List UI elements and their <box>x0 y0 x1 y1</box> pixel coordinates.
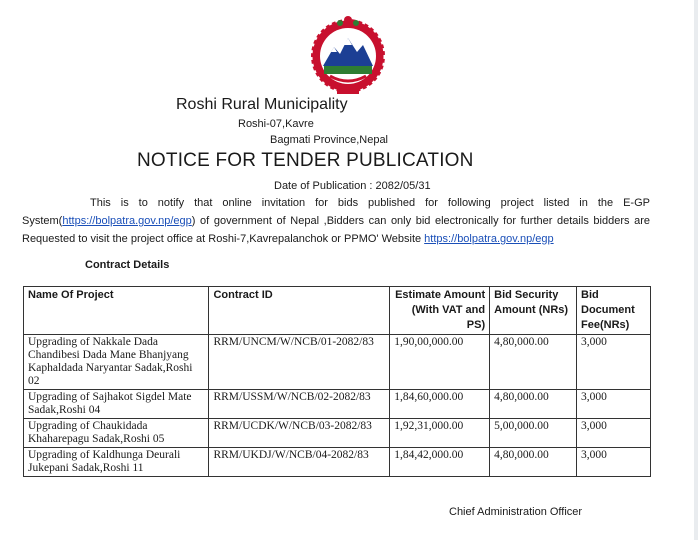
cell-fee: 3,000 <box>577 419 651 448</box>
cell-bid-security: 4,80,000.00 <box>490 335 577 390</box>
col-header-contract-id: Contract ID <box>209 287 390 335</box>
cell-estimate: 1,84,60,000.00 <box>390 390 490 419</box>
signatory-title: Chief Administration Officer <box>449 506 583 518</box>
col-header-bid-security: Bid Security Amount (NRs) <box>490 287 577 335</box>
table-row <box>24 419 651 448</box>
notice-title: NOTICE FOR TENDER PUBLICATION <box>137 150 474 171</box>
cell-project: Upgrading of Nakkale Dada Chandibesi Dada Mane Bhanjyang Kaphaldada Naryantar Sadak,Roshi 02 <box>24 335 209 390</box>
cell-bid-security: 5,00,000.00 <box>490 419 577 448</box>
ppmo-link[interactable]: https://bolpatra.gov.np/egp <box>424 233 554 245</box>
cell-contract-id: RRM/USSM/W/NCB/02-2082/83 <box>209 390 390 419</box>
table-row <box>24 390 651 419</box>
cell-bid-security: 4,80,000.00 <box>490 390 577 419</box>
notice-paragraph <box>22 194 650 248</box>
col-header-estimate: Estimate Amount (With VAT and PS) <box>390 287 490 335</box>
scan-edge <box>694 0 698 540</box>
cell-estimate: 1,92,31,000.00 <box>390 419 490 448</box>
cell-bid-security: 4,80,000.00 <box>490 448 577 477</box>
address-line-2: Bagmati Province,Nepal <box>270 134 389 146</box>
notice-text-part-2: ) of government of Nepal ,Bidders can only bid electronically for further details bidders are Requested to visit the project office at Roshi-7,Kavrepalanchok or PPMO' Website <box>22 215 650 245</box>
cell-estimate: 1,90,00,000.00 <box>390 335 490 390</box>
address-line-1: Roshi-07,Kavre <box>238 118 314 130</box>
table-header-row <box>24 287 651 335</box>
cell-contract-id: RRM/UKDJ/W/NCB/04-2082/83 <box>209 448 390 477</box>
cell-fee: 3,000 <box>577 448 651 477</box>
cell-contract-id: RRM/UNCM/W/NCB/01-2082/83 <box>209 335 390 390</box>
table-row <box>24 448 651 477</box>
notice-text-part-1: This is to notify that online invitation for bids published for following project listed in the E-GP System( <box>22 197 650 227</box>
organization-name: Roshi Rural Municipality <box>176 96 348 113</box>
cell-fee: 3,000 <box>577 390 651 419</box>
cell-project: Upgrading of Sajhakot Sigdel Mate Sadak,Roshi 04 <box>24 390 209 419</box>
cell-fee: 3,000 <box>577 335 651 390</box>
cell-project: Upgrading of Kaldhunga Deurali Jukepani Sadak,Roshi 11 <box>24 448 209 477</box>
col-header-fee: Bid Document Fee(NRs) <box>577 287 651 335</box>
publication-date: Date of Publication : 2082/05/31 <box>274 180 431 192</box>
cell-contract-id: RRM/UCDK/W/NCB/03-2082/83 <box>209 419 390 448</box>
egp-link[interactable]: https://bolpatra.gov.np/egp <box>62 215 192 227</box>
table-row <box>24 335 651 390</box>
col-header-project: Name Of Project <box>24 287 209 335</box>
contract-table <box>23 286 651 477</box>
nepal-emblem-icon <box>307 14 389 96</box>
cell-estimate: 1,84,42,000.00 <box>390 448 490 477</box>
contract-details-heading: Contract Details <box>85 259 170 271</box>
cell-project: Upgrading of Chaukidada Khaharepagu Sadak,Roshi 05 <box>24 419 209 448</box>
